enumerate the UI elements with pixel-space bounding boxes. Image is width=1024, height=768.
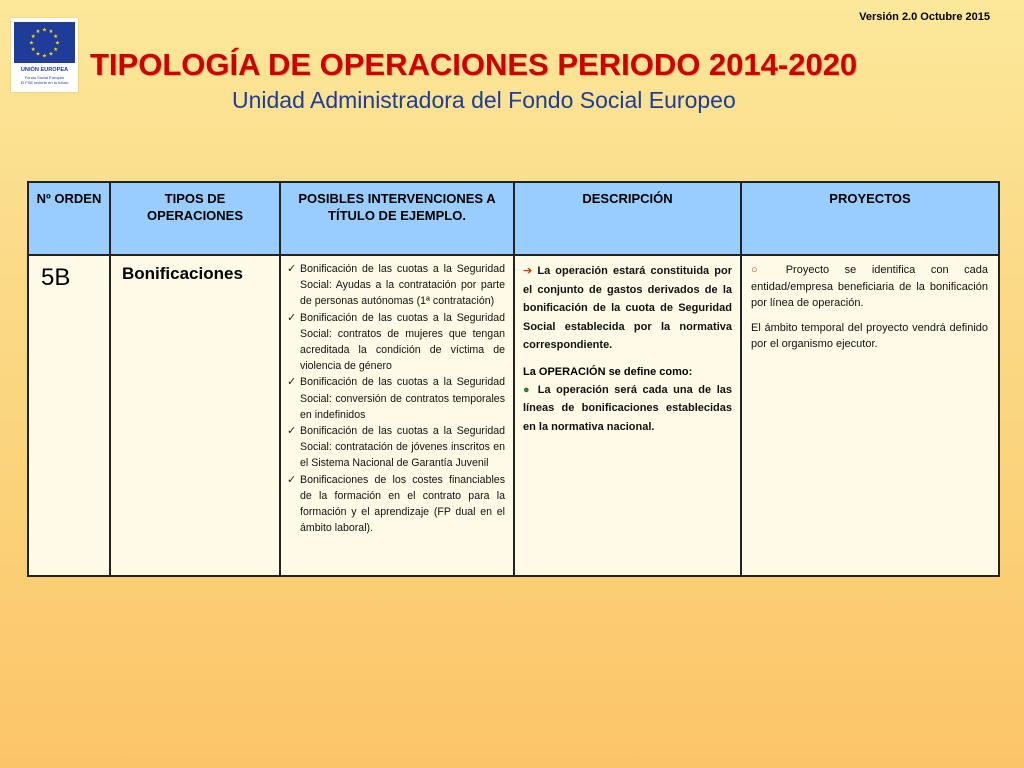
star-icon: ★	[30, 46, 36, 53]
checkmark-icon: ✓	[287, 473, 297, 486]
star-icon: ★	[35, 29, 41, 36]
page-title: TIPOLOGÍA DE OPERACIONES PERIODO 2014-2020	[90, 47, 858, 82]
intervencion-text: Bonificación de las cuotas a la Seguridad Social: conversión de contratos temporales en indefinidos	[300, 376, 505, 421]
intervencion-text: Bonificación de las cuotas a la Seguridad Social: contratación de jóvenes inscritos en el Sistema Nacional de Garantía Juvenil	[300, 425, 505, 470]
star-icon: ★	[29, 40, 34, 47]
descripcion-encabezado: La OPERACIÓN se define como:	[523, 365, 693, 378]
checkmark-icon: ✓	[287, 263, 297, 275]
star-icon: ★	[55, 40, 60, 47]
intervencion-item	[287, 310, 505, 375]
header-orden: Nº ORDEN	[28, 182, 110, 255]
checkmark-icon: ✓	[287, 311, 297, 324]
table-header-row	[28, 182, 999, 255]
header-descripcion: DESCRIPCIÓN	[514, 182, 741, 255]
arrow-right-icon: ➔	[523, 265, 533, 277]
cell-proyectos	[741, 255, 999, 576]
eu-logo	[11, 18, 78, 92]
intervencion-item	[287, 374, 505, 423]
intervencion-text: Bonificación de las cuotas a la Seguridad Social: Ayudas a la contratación por parte de personas autónomas (1ª contratación)	[300, 263, 505, 308]
circle-bullet-icon: ○	[751, 264, 771, 276]
checkmark-icon: ✓	[287, 425, 297, 438]
logo-subtitle-2: El FSE invierte en tu futuro	[20, 80, 69, 85]
page-subtitle: Unidad Administradora del Fondo Social Europeo	[232, 87, 736, 113]
cell-intervenciones	[280, 255, 514, 576]
bullet-icon: ●	[523, 383, 533, 396]
star-icon: ★	[30, 33, 36, 40]
star-icon: ★	[53, 46, 59, 53]
descripcion-parrafo	[523, 262, 732, 355]
cell-descripcion	[514, 255, 741, 576]
star-icon: ★	[42, 27, 47, 34]
intervencion-item	[287, 261, 505, 310]
cell-tipo: Bonificaciones	[110, 255, 280, 576]
intervencion-text: Bonificaciones de los costes financiables de la formación en el contrato para la formación y el aprendizaje (FP dual en el ámbito laboral).	[300, 473, 505, 535]
eu-flag-icon	[14, 22, 75, 63]
header-tipos: TIPOS DE OPERACIONES	[110, 182, 280, 255]
header-intervenciones: POSIBLES INTERVENCIONES A TÍTULO DE EJEMPLO.	[280, 182, 514, 255]
intervencion-text: Bonificación de las cuotas a la Seguridad Social: contratos de mujeres que tengan acreditada la condición de víctima de violencia de género	[300, 311, 505, 373]
star-icon: ★	[53, 33, 59, 40]
star-icon: ★	[35, 51, 41, 58]
version-label: Versión 2.0 Octubre 2015	[859, 11, 990, 23]
checkmark-icon: ✓	[287, 376, 297, 389]
star-icon: ★	[42, 53, 47, 60]
table-row	[28, 255, 999, 576]
definicion-texto: La operación será cada una de las líneas de bonificaciones establecidas en la normativa nacional.	[523, 383, 732, 433]
proyecto-parrafo-1	[751, 262, 988, 312]
proyecto-parrafo-2: El ámbito temporal del proyecto vendrá definido por el organismo ejecutor.	[751, 321, 988, 350]
intervencion-item	[287, 423, 505, 472]
star-icon: ★	[48, 29, 54, 36]
descripcion-definicion	[523, 381, 732, 437]
star-icon: ★	[48, 51, 54, 58]
logo-subtitle-1: Fondo Social Europeo	[24, 75, 65, 80]
logo-title: UNIÓN EUROPEA	[20, 67, 69, 73]
descripcion-texto: La operación estará constituida por el conjunto de gastos derivados de la bonificación de la cuota de Seguridad Social establecida por la normativa correspondiente.	[523, 265, 732, 351]
header-proyectos: PROYECTOS	[741, 182, 999, 255]
proyecto-texto-1: Proyecto se identifica con cada entidad/empresa beneficiaria de la bonificación por línea de operación.	[751, 264, 988, 309]
intervencion-item	[287, 472, 505, 537]
cell-orden: 5B	[28, 255, 110, 576]
operations-table	[27, 181, 1000, 577]
